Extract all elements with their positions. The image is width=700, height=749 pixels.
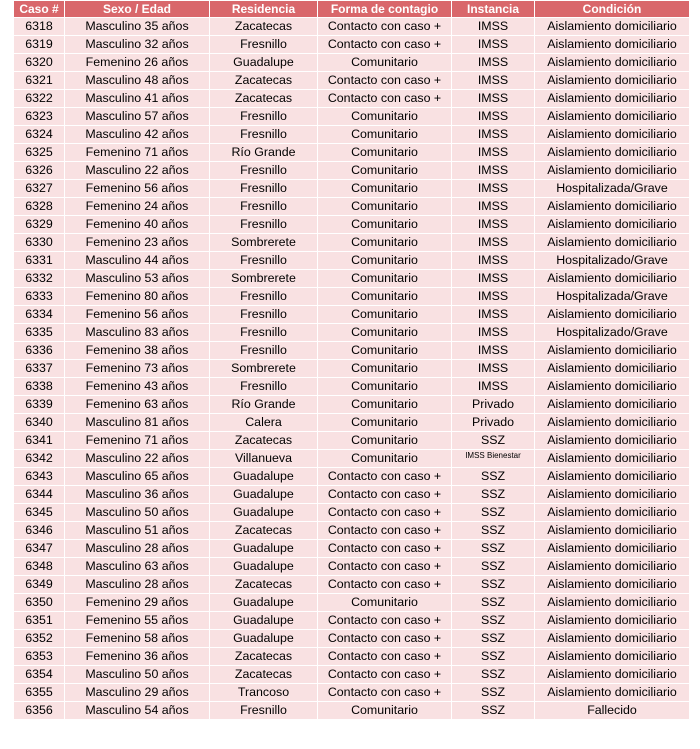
cell-caso: 6324 <box>14 126 65 144</box>
cell-forma-contagio: Comunitario <box>318 414 452 432</box>
table-row <box>14 342 690 360</box>
cell-residencia: Zacatecas <box>210 648 318 666</box>
cell-caso: 6333 <box>14 288 65 306</box>
cell-caso: 6355 <box>14 684 65 702</box>
cell-residencia: Guadalupe <box>210 558 318 576</box>
cell-caso: 6332 <box>14 270 65 288</box>
table-row <box>14 432 690 450</box>
cell-condicion: Aislamiento domiciliario <box>535 432 690 450</box>
cell-condicion: Aislamiento domiciliario <box>535 270 690 288</box>
cell-sexo-edad: Femenino 55 años <box>65 612 210 630</box>
cell-condicion: Hospitalizado/Grave <box>535 324 690 342</box>
cell-forma-contagio: Contacto con caso + <box>318 72 452 90</box>
cell-caso: 6352 <box>14 630 65 648</box>
cell-residencia: Guadalupe <box>210 630 318 648</box>
cell-sexo-edad: Masculino 28 años <box>65 576 210 594</box>
cell-condicion: Aislamiento domiciliario <box>535 108 690 126</box>
cell-instancia: SSZ <box>452 666 535 684</box>
cell-sexo-edad: Femenino 56 años <box>65 306 210 324</box>
cell-caso: 6350 <box>14 594 65 612</box>
cell-caso: 6322 <box>14 90 65 108</box>
cell-caso: 6343 <box>14 468 65 486</box>
cell-sexo-edad: Masculino 54 años <box>65 702 210 720</box>
table-row <box>14 54 690 72</box>
cell-residencia: Calera <box>210 414 318 432</box>
cell-caso: 6327 <box>14 180 65 198</box>
cell-sexo-edad: Femenino 63 años <box>65 396 210 414</box>
cell-residencia: Zacatecas <box>210 432 318 450</box>
cell-caso: 6351 <box>14 612 65 630</box>
table-row <box>14 522 690 540</box>
cell-forma-contagio: Comunitario <box>318 360 452 378</box>
cell-residencia: Zacatecas <box>210 72 318 90</box>
cell-residencia: Fresnillo <box>210 252 318 270</box>
cell-instancia: Privado <box>452 396 535 414</box>
cell-condicion: Aislamiento domiciliario <box>535 306 690 324</box>
cell-residencia: Guadalupe <box>210 486 318 504</box>
table-row <box>14 144 690 162</box>
cell-forma-contagio: Contacto con caso + <box>318 558 452 576</box>
cell-condicion: Aislamiento domiciliario <box>535 360 690 378</box>
cell-caso: 6319 <box>14 36 65 54</box>
cell-instancia: IMSS <box>452 252 535 270</box>
cell-instancia: IMSS <box>452 216 535 234</box>
header-caso: Caso # <box>14 1 65 18</box>
cell-forma-contagio: Comunitario <box>318 198 452 216</box>
cell-forma-contagio: Comunitario <box>318 108 452 126</box>
table-row <box>14 252 690 270</box>
cell-sexo-edad: Femenino 29 años <box>65 594 210 612</box>
cell-forma-contagio: Contacto con caso + <box>318 648 452 666</box>
cell-residencia: Fresnillo <box>210 342 318 360</box>
cell-forma-contagio: Contacto con caso + <box>318 90 452 108</box>
cell-forma-contagio: Comunitario <box>318 180 452 198</box>
cell-forma-contagio: Contacto con caso + <box>318 666 452 684</box>
cell-residencia: Fresnillo <box>210 216 318 234</box>
cell-instancia: SSZ <box>452 594 535 612</box>
cell-sexo-edad: Femenino 73 años <box>65 360 210 378</box>
cell-instancia: SSZ <box>452 648 535 666</box>
cell-sexo-edad: Femenino 24 años <box>65 198 210 216</box>
cell-instancia: SSZ <box>452 432 535 450</box>
cell-sexo-edad: Masculino 44 años <box>65 252 210 270</box>
cell-instancia: SSZ <box>452 504 535 522</box>
cell-caso: 6340 <box>14 414 65 432</box>
cell-condicion: Aislamiento domiciliario <box>535 504 690 522</box>
cell-sexo-edad: Masculino 53 años <box>65 270 210 288</box>
cell-condicion: Aislamiento domiciliario <box>535 414 690 432</box>
cell-condicion: Aislamiento domiciliario <box>535 342 690 360</box>
cell-caso: 6341 <box>14 432 65 450</box>
cell-sexo-edad: Femenino 36 años <box>65 648 210 666</box>
cell-caso: 6318 <box>14 18 65 36</box>
cell-sexo-edad: Masculino 57 años <box>65 108 210 126</box>
cell-forma-contagio: Comunitario <box>318 162 452 180</box>
cell-residencia: Guadalupe <box>210 54 318 72</box>
cell-forma-contagio: Comunitario <box>318 324 452 342</box>
cell-caso: 6321 <box>14 72 65 90</box>
cell-condicion: Aislamiento domiciliario <box>535 54 690 72</box>
cell-condicion: Aislamiento domiciliario <box>535 216 690 234</box>
cell-condicion: Aislamiento domiciliario <box>535 648 690 666</box>
cell-caso: 6339 <box>14 396 65 414</box>
cell-sexo-edad: Masculino 65 años <box>65 468 210 486</box>
table-row <box>14 468 690 486</box>
cell-residencia: Zacatecas <box>210 18 318 36</box>
cell-condicion: Aislamiento domiciliario <box>535 576 690 594</box>
cell-instancia: SSZ <box>452 522 535 540</box>
cell-residencia: Fresnillo <box>210 198 318 216</box>
table-row <box>14 486 690 504</box>
cell-condicion: Aislamiento domiciliario <box>535 396 690 414</box>
cell-residencia: Zacatecas <box>210 576 318 594</box>
cell-residencia: Villanueva <box>210 450 318 468</box>
table-row <box>14 396 690 414</box>
cell-caso: 6326 <box>14 162 65 180</box>
cell-condicion: Aislamiento domiciliario <box>535 540 690 558</box>
cell-forma-contagio: Comunitario <box>318 126 452 144</box>
cell-residencia: Fresnillo <box>210 162 318 180</box>
table-row <box>14 702 690 720</box>
cell-forma-contagio: Contacto con caso + <box>318 576 452 594</box>
header-sexo-edad: Sexo / Edad <box>65 1 210 18</box>
table-row <box>14 126 690 144</box>
cell-residencia: Sombrerete <box>210 234 318 252</box>
cell-condicion: Aislamiento domiciliario <box>535 18 690 36</box>
cell-instancia: IMSS Bienestar <box>452 450 535 468</box>
table-row <box>14 504 690 522</box>
cell-forma-contagio: Comunitario <box>318 144 452 162</box>
cell-sexo-edad: Masculino 81 años <box>65 414 210 432</box>
cell-instancia: IMSS <box>452 108 535 126</box>
cell-caso: 6344 <box>14 486 65 504</box>
cell-forma-contagio: Comunitario <box>318 396 452 414</box>
cell-caso: 6331 <box>14 252 65 270</box>
cell-residencia: Guadalupe <box>210 468 318 486</box>
cell-forma-contagio: Comunitario <box>318 306 452 324</box>
cell-residencia: Zacatecas <box>210 90 318 108</box>
cell-instancia: IMSS <box>452 270 535 288</box>
cell-instancia: IMSS <box>452 162 535 180</box>
cell-instancia: IMSS <box>452 234 535 252</box>
cell-residencia: Sombrerete <box>210 360 318 378</box>
cell-instancia: IMSS <box>452 180 535 198</box>
header-condicion: Condición <box>535 1 690 18</box>
cell-caso: 6347 <box>14 540 65 558</box>
cell-caso: 6349 <box>14 576 65 594</box>
cell-sexo-edad: Femenino 43 años <box>65 378 210 396</box>
cell-residencia: Sombrerete <box>210 270 318 288</box>
cell-sexo-edad: Masculino 50 años <box>65 504 210 522</box>
table-row <box>14 288 690 306</box>
cell-sexo-edad: Femenino 23 años <box>65 234 210 252</box>
cell-forma-contagio: Comunitario <box>318 702 452 720</box>
cell-instancia: SSZ <box>452 630 535 648</box>
cell-sexo-edad: Femenino 71 años <box>65 144 210 162</box>
cell-forma-contagio: Comunitario <box>318 288 452 306</box>
cell-instancia: IMSS <box>452 360 535 378</box>
cell-condicion: Aislamiento domiciliario <box>535 522 690 540</box>
table-row <box>14 414 690 432</box>
table-row <box>14 558 690 576</box>
cell-residencia: Guadalupe <box>210 504 318 522</box>
cell-forma-contagio: Contacto con caso + <box>318 522 452 540</box>
cell-instancia: SSZ <box>452 612 535 630</box>
cell-sexo-edad: Masculino 42 años <box>65 126 210 144</box>
cell-sexo-edad: Masculino 35 años <box>65 18 210 36</box>
cell-instancia: IMSS <box>452 324 535 342</box>
header-instancia: Instancia <box>452 1 535 18</box>
table-row <box>14 270 690 288</box>
cell-forma-contagio: Contacto con caso + <box>318 612 452 630</box>
table-row <box>14 666 690 684</box>
cell-condicion: Hospitalizado/Grave <box>535 252 690 270</box>
table-row <box>14 684 690 702</box>
cell-forma-contagio: Contacto con caso + <box>318 468 452 486</box>
table-body <box>14 18 690 720</box>
cell-instancia: SSZ <box>452 576 535 594</box>
cell-condicion: Aislamiento domiciliario <box>535 684 690 702</box>
cell-sexo-edad: Masculino 50 años <box>65 666 210 684</box>
cell-sexo-edad: Masculino 28 años <box>65 540 210 558</box>
cell-forma-contagio: Contacto con caso + <box>318 504 452 522</box>
cell-caso: 6354 <box>14 666 65 684</box>
cell-sexo-edad: Masculino 83 años <box>65 324 210 342</box>
cell-residencia: Fresnillo <box>210 108 318 126</box>
cell-residencia: Fresnillo <box>210 378 318 396</box>
cell-residencia: Fresnillo <box>210 288 318 306</box>
cell-caso: 6346 <box>14 522 65 540</box>
table-row <box>14 162 690 180</box>
header-forma-contagio: Forma de contagio <box>318 1 452 18</box>
cell-residencia: Río Grande <box>210 396 318 414</box>
cell-condicion: Aislamiento domiciliario <box>535 36 690 54</box>
cell-forma-contagio: Contacto con caso + <box>318 486 452 504</box>
cell-condicion: Aislamiento domiciliario <box>535 594 690 612</box>
cell-caso: 6334 <box>14 306 65 324</box>
cell-instancia: IMSS <box>452 18 535 36</box>
cell-residencia: Guadalupe <box>210 594 318 612</box>
cell-sexo-edad: Femenino 40 años <box>65 216 210 234</box>
cell-condicion: Aislamiento domiciliario <box>535 72 690 90</box>
cell-forma-contagio: Comunitario <box>318 432 452 450</box>
cell-caso: 6336 <box>14 342 65 360</box>
cell-caso: 6335 <box>14 324 65 342</box>
cell-forma-contagio: Comunitario <box>318 342 452 360</box>
cell-instancia: IMSS <box>452 306 535 324</box>
table-row <box>14 576 690 594</box>
cell-residencia: Guadalupe <box>210 612 318 630</box>
cell-forma-contagio: Comunitario <box>318 378 452 396</box>
cell-instancia: SSZ <box>452 540 535 558</box>
cell-condicion: Fallecido <box>535 702 690 720</box>
table-row <box>14 72 690 90</box>
table-row <box>14 108 690 126</box>
cell-instancia: SSZ <box>452 684 535 702</box>
cell-instancia: IMSS <box>452 90 535 108</box>
cell-forma-contagio: Comunitario <box>318 234 452 252</box>
cell-caso: 6338 <box>14 378 65 396</box>
cell-caso: 6342 <box>14 450 65 468</box>
cell-condicion: Aislamiento domiciliario <box>535 90 690 108</box>
cell-forma-contagio: Comunitario <box>318 216 452 234</box>
cell-residencia: Fresnillo <box>210 324 318 342</box>
cell-caso: 6345 <box>14 504 65 522</box>
table-row <box>14 90 690 108</box>
cell-residencia: Fresnillo <box>210 36 318 54</box>
table-row <box>14 198 690 216</box>
cell-caso: 6329 <box>14 216 65 234</box>
cell-sexo-edad: Masculino 22 años <box>65 450 210 468</box>
cell-condicion: Aislamiento domiciliario <box>535 666 690 684</box>
table-row <box>14 306 690 324</box>
table-row <box>14 630 690 648</box>
table-row <box>14 360 690 378</box>
cell-instancia: IMSS <box>452 378 535 396</box>
cell-condicion: Aislamiento domiciliario <box>535 234 690 252</box>
cases-table <box>13 0 690 720</box>
cell-sexo-edad: Femenino 80 años <box>65 288 210 306</box>
cell-condicion: Aislamiento domiciliario <box>535 126 690 144</box>
cell-instancia: IMSS <box>452 72 535 90</box>
table-row <box>14 612 690 630</box>
cell-caso: 6320 <box>14 54 65 72</box>
cell-instancia: IMSS <box>452 126 535 144</box>
cell-instancia: Privado <box>452 414 535 432</box>
cell-instancia: IMSS <box>452 144 535 162</box>
cell-residencia: Río Grande <box>210 144 318 162</box>
cell-sexo-edad: Femenino 56 años <box>65 180 210 198</box>
cell-sexo-edad: Femenino 38 años <box>65 342 210 360</box>
cell-sexo-edad: Masculino 32 años <box>65 36 210 54</box>
cell-sexo-edad: Masculino 48 años <box>65 72 210 90</box>
cell-residencia: Zacatecas <box>210 522 318 540</box>
cell-instancia: IMSS <box>452 342 535 360</box>
cell-condicion: Aislamiento domiciliario <box>535 162 690 180</box>
cell-condicion: Aislamiento domiciliario <box>535 558 690 576</box>
cell-sexo-edad: Masculino 22 años <box>65 162 210 180</box>
cell-caso: 6328 <box>14 198 65 216</box>
cell-residencia: Zacatecas <box>210 666 318 684</box>
cell-caso: 6325 <box>14 144 65 162</box>
cell-instancia: SSZ <box>452 702 535 720</box>
cell-sexo-edad: Masculino 36 años <box>65 486 210 504</box>
cell-caso: 6353 <box>14 648 65 666</box>
table-row <box>14 378 690 396</box>
cell-instancia: IMSS <box>452 36 535 54</box>
cell-caso: 6356 <box>14 702 65 720</box>
cell-residencia: Fresnillo <box>210 306 318 324</box>
cell-residencia: Fresnillo <box>210 702 318 720</box>
cell-condicion: Aislamiento domiciliario <box>535 468 690 486</box>
table-row <box>14 36 690 54</box>
cell-condicion: Aislamiento domiciliario <box>535 144 690 162</box>
cell-sexo-edad: Masculino 51 años <box>65 522 210 540</box>
cell-residencia: Guadalupe <box>210 540 318 558</box>
cell-forma-contagio: Comunitario <box>318 450 452 468</box>
table-row <box>14 324 690 342</box>
table-row <box>14 648 690 666</box>
header-row <box>14 1 690 18</box>
table-row <box>14 540 690 558</box>
cell-forma-contagio: Comunitario <box>318 594 452 612</box>
cell-condicion: Aislamiento domiciliario <box>535 612 690 630</box>
cell-caso: 6323 <box>14 108 65 126</box>
cell-forma-contagio: Contacto con caso + <box>318 18 452 36</box>
table-row <box>14 180 690 198</box>
cell-condicion: Hospitalizada/Grave <box>535 288 690 306</box>
cell-instancia: IMSS <box>452 54 535 72</box>
cell-instancia: IMSS <box>452 288 535 306</box>
cell-condicion: Aislamiento domiciliario <box>535 486 690 504</box>
cell-condicion: Aislamiento domiciliario <box>535 378 690 396</box>
cell-condicion: Hospitalizada/Grave <box>535 180 690 198</box>
cell-forma-contagio: Contacto con caso + <box>318 540 452 558</box>
cell-forma-contagio: Contacto con caso + <box>318 630 452 648</box>
cell-forma-contagio: Comunitario <box>318 270 452 288</box>
cell-caso: 6337 <box>14 360 65 378</box>
header-residencia: Residencia <box>210 1 318 18</box>
cell-instancia: SSZ <box>452 558 535 576</box>
table-row <box>14 18 690 36</box>
table-row <box>14 216 690 234</box>
cell-caso: 6348 <box>14 558 65 576</box>
cell-forma-contagio: Comunitario <box>318 54 452 72</box>
cell-instancia: SSZ <box>452 468 535 486</box>
cell-residencia: Fresnillo <box>210 180 318 198</box>
cell-condicion: Aislamiento domiciliario <box>535 630 690 648</box>
cell-forma-contagio: Contacto con caso + <box>318 684 452 702</box>
table-row <box>14 450 690 468</box>
cell-forma-contagio: Comunitario <box>318 252 452 270</box>
cell-residencia: Fresnillo <box>210 126 318 144</box>
cell-condicion: Aislamiento domiciliario <box>535 198 690 216</box>
cell-sexo-edad: Femenino 58 años <box>65 630 210 648</box>
cell-sexo-edad: Femenino 26 años <box>65 54 210 72</box>
cell-residencia: Trancoso <box>210 684 318 702</box>
cell-instancia: IMSS <box>452 198 535 216</box>
cell-forma-contagio: Contacto con caso + <box>318 36 452 54</box>
cell-caso: 6330 <box>14 234 65 252</box>
cell-condicion: Aislamiento domiciliario <box>535 450 690 468</box>
table-row <box>14 594 690 612</box>
cell-sexo-edad: Femenino 71 años <box>65 432 210 450</box>
cell-sexo-edad: Masculino 63 años <box>65 558 210 576</box>
table-row <box>14 234 690 252</box>
cell-sexo-edad: Masculino 41 años <box>65 90 210 108</box>
cell-instancia: SSZ <box>452 486 535 504</box>
cell-sexo-edad: Masculino 29 años <box>65 684 210 702</box>
